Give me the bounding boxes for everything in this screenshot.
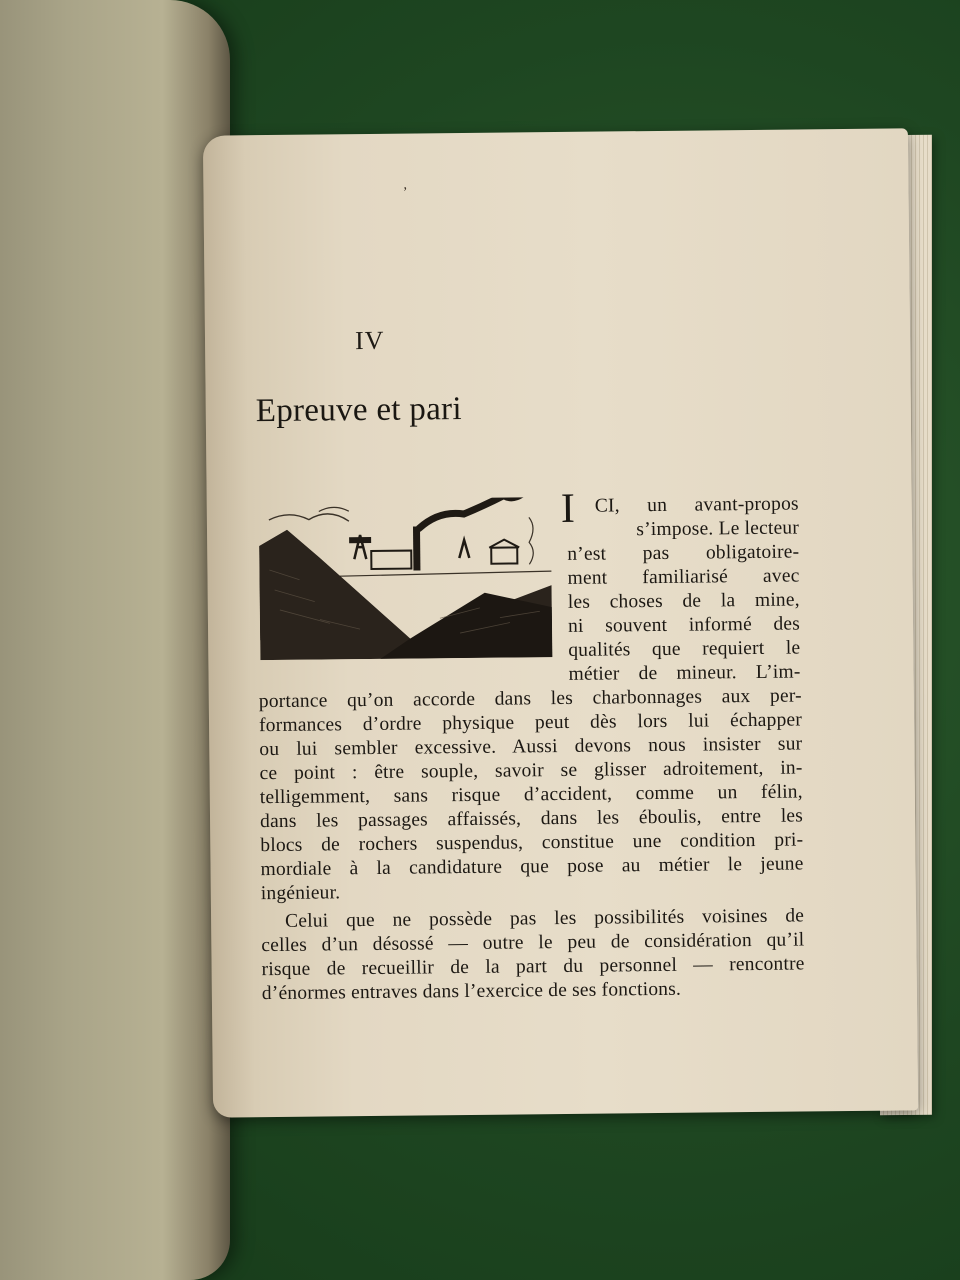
body-line: ce point : être souple, savoir se glisser adroitement, in- [259, 757, 803, 785]
mining-landscape-engraving-icon [259, 497, 553, 660]
chapter-title: Epreuve et pari [255, 391, 463, 430]
body-line: portance qu’on accorde dans les charbonnages aux per- [258, 685, 802, 713]
body-line: ni souvent informé des [567, 613, 801, 637]
body-line: formances d’ordre physique peut dès lors lui échapper [258, 709, 803, 737]
body-line: métier de mineur. L’im- [568, 661, 801, 685]
body-line: ment familiarisé avec [567, 565, 800, 589]
ink-speck: , [403, 177, 407, 193]
body-line: risque de recueillir de la part du personnel — rencontre [261, 953, 805, 981]
body-line: d’énormes entraves dans l’exercice de ses fonctions. [261, 978, 682, 1005]
body-line: ingénieur. [260, 882, 341, 905]
body-line: n’est pas obligatoire- [567, 541, 800, 565]
body-line: mordiale à la candidature que pose au métier le jeune [260, 853, 804, 881]
body-line: s’impose. Le lecteur [636, 517, 800, 541]
left-page [0, 0, 230, 1280]
right-page [203, 128, 918, 1117]
body-line: telligemment, sans risque d’accident, comme un félin, [259, 781, 803, 809]
body-line: dans les passages affaissés, dans les éboulis, entre les [259, 805, 804, 833]
body-line: qualités que requiert le [568, 637, 801, 661]
body-line: blocs de rochers suspendus, constitue une condition pri- [260, 829, 804, 857]
chapter-number: IV [354, 325, 385, 356]
drop-cap: I [560, 485, 576, 532]
body-line: celles d’un désossé — outre le peu de considération qu’il [261, 929, 805, 957]
body-line: les choses de la mine, [567, 589, 800, 613]
body-line: CI, un avant-propos [594, 493, 799, 517]
body-line: ou lui sembler excessive. Aussi devons nous insister sur [259, 733, 803, 761]
body-line: Celui que ne possède pas les possibilités voisines de [284, 905, 805, 932]
